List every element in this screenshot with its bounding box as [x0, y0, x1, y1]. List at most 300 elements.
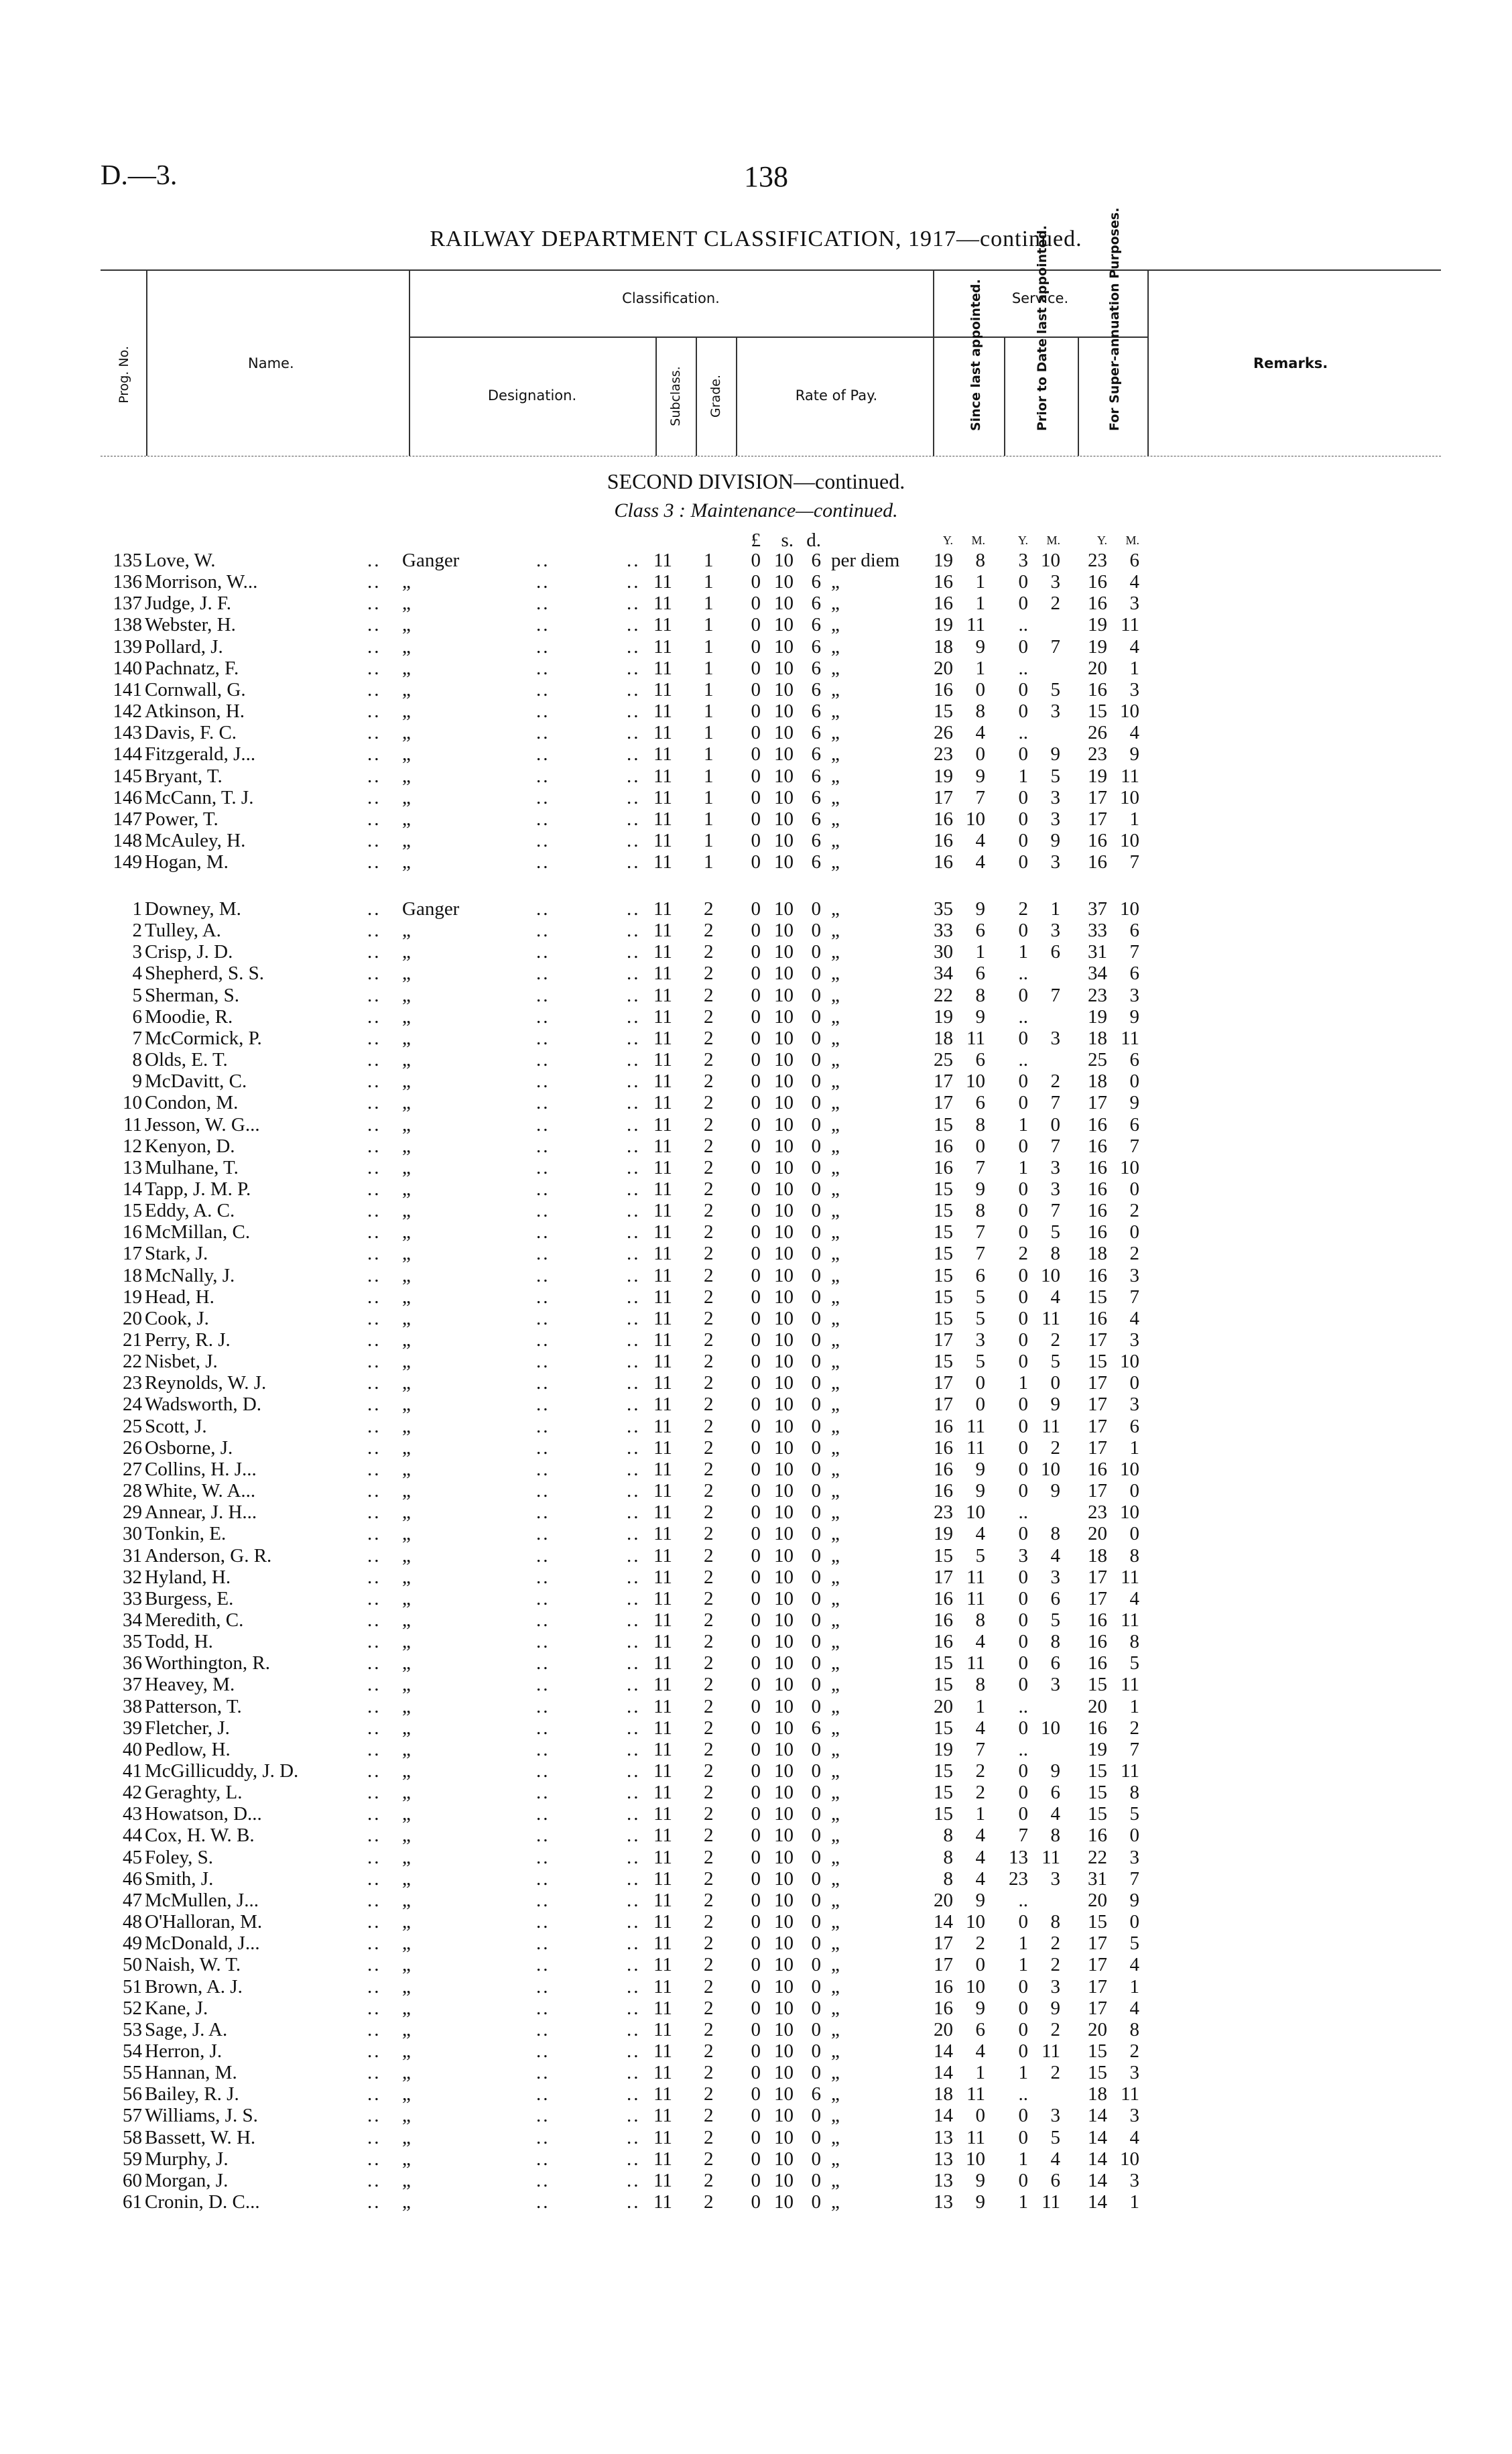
- table-row: [0, 1501, 1512, 1523]
- cell-des: „: [402, 1566, 411, 1588]
- leader-dots: ..: [367, 1307, 381, 1329]
- cell-des: „: [402, 851, 411, 873]
- cell-l: 0: [751, 550, 761, 571]
- cell-sm: 9: [975, 2169, 985, 2191]
- cell-des: „: [402, 1049, 411, 1071]
- cell-fy: 19: [1088, 765, 1107, 787]
- leader-dots: ..: [627, 1566, 641, 1588]
- cell-fm: 6: [1129, 1049, 1139, 1071]
- cell-s: 10: [774, 1221, 794, 1243]
- cell-name: McDavitt, C.: [145, 1070, 247, 1093]
- leader-dots: ..: [627, 1652, 641, 1674]
- cell-s: 10: [774, 786, 794, 808]
- cell-unit: „: [831, 1113, 840, 1136]
- cell-pm: 9: [1050, 1760, 1060, 1782]
- cell-sub: 11: [653, 1243, 672, 1265]
- leader-dots: ..: [627, 1135, 641, 1157]
- cell-des: „: [402, 722, 411, 744]
- cell-pm: 11: [1042, 1846, 1060, 1868]
- cell-fm: 2: [1129, 1200, 1139, 1222]
- cell-d: 0: [811, 2148, 821, 2170]
- cell-des: „: [402, 1997, 411, 2019]
- cell-sm: 3: [975, 1329, 985, 1351]
- cell-s: 10: [774, 1631, 794, 1653]
- cell-sy: 15: [934, 1674, 953, 1696]
- cell-py: ..: [1018, 963, 1028, 985]
- leader-dots: ..: [627, 1997, 641, 2019]
- cell-sy: 25: [934, 1049, 953, 1071]
- cell-name: Downey, M.: [145, 898, 241, 920]
- leader-dots: ..: [627, 1200, 641, 1222]
- cell-fm: 7: [1129, 1867, 1139, 1890]
- leader-dots: ..: [627, 1264, 641, 1286]
- cell-d: 0: [811, 1351, 821, 1373]
- leader-dots: ..: [627, 1415, 641, 1437]
- cell-no: 27: [123, 1458, 142, 1480]
- leader-dots: ..: [536, 1307, 550, 1329]
- cell-fm: 11: [1121, 614, 1139, 636]
- cell-pm: 3: [1050, 700, 1060, 723]
- cell-pm: 6: [1050, 1652, 1060, 1674]
- leader-dots: ..: [536, 1846, 550, 1868]
- cell-fy: 16: [1088, 1200, 1107, 1222]
- table-row: [0, 1954, 1512, 1975]
- cell-s: 10: [774, 1911, 794, 1933]
- cell-sub: 11: [653, 829, 672, 851]
- cell-fy: 37: [1088, 898, 1107, 920]
- cell-no: 12: [123, 1135, 142, 1157]
- leader-dots: ..: [367, 829, 381, 851]
- table-row: [0, 1221, 1512, 1243]
- cell-fy: 16: [1088, 1264, 1107, 1286]
- cell-no: 142: [113, 700, 142, 723]
- cell-l: 0: [751, 1307, 761, 1329]
- leader-dots: ..: [536, 829, 550, 851]
- cell-sm: 10: [966, 2148, 985, 2170]
- cell-name: Webster, H.: [145, 614, 236, 636]
- cell-fy: 17: [1088, 1329, 1107, 1351]
- table-row: [0, 851, 1512, 873]
- cell-pm: 7: [1050, 1200, 1060, 1222]
- cell-no: 28: [123, 1480, 142, 1502]
- table-row: [0, 1243, 1512, 1264]
- cell-sub: 11: [653, 700, 672, 723]
- leader-dots: ..: [536, 1351, 550, 1373]
- cell-no: 136: [113, 571, 142, 593]
- cell-unit: „: [831, 657, 840, 679]
- cell-sm: 1: [975, 941, 985, 963]
- cell-d: 6: [811, 808, 821, 830]
- table-row: [0, 1847, 1512, 1868]
- cell-unit: „: [831, 2169, 840, 2191]
- col-service: Service.: [1011, 290, 1069, 306]
- table-row: [0, 1372, 1512, 1394]
- cell-name: Geraghty, L.: [145, 1782, 243, 1804]
- cell-s: 10: [774, 851, 794, 873]
- cell-pm: 11: [1042, 1307, 1060, 1329]
- cell-d: 0: [811, 1005, 821, 1028]
- cell-name: Nisbet, J.: [145, 1351, 218, 1373]
- cell-d: 0: [811, 1286, 821, 1308]
- cell-sm: 0: [975, 1954, 985, 1976]
- cell-sub: 11: [653, 1501, 672, 1524]
- leader-dots: ..: [627, 1286, 641, 1308]
- cell-sy: 13: [934, 2191, 953, 2213]
- cell-sm: 2: [975, 1782, 985, 1804]
- cell-py: 0: [1018, 829, 1028, 851]
- cell-unit: „: [831, 1307, 840, 1329]
- cell-fm: 1: [1129, 1695, 1139, 1717]
- cell-des: „: [402, 1544, 411, 1567]
- cell-pm: 2: [1050, 2018, 1060, 2040]
- cell-fy: 19: [1088, 1005, 1107, 1028]
- cell-d: 0: [811, 1372, 821, 1394]
- cell-des: „: [402, 1372, 411, 1394]
- cell-unit: per diem: [831, 550, 900, 571]
- leader-dots: ..: [627, 1911, 641, 1933]
- leader-dots: ..: [367, 1782, 381, 1804]
- cell-no: 40: [123, 1738, 142, 1760]
- cell-unit: „: [831, 1975, 840, 1998]
- cell-sm: 7: [975, 1221, 985, 1243]
- table-row: [0, 1674, 1512, 1695]
- cell-d: 0: [811, 1480, 821, 1502]
- leader-dots: ..: [367, 550, 381, 571]
- cell-gr: 2: [704, 1307, 714, 1329]
- cell-sy: 16: [934, 1975, 953, 1998]
- cell-gr: 2: [704, 1092, 714, 1114]
- page-number: 138: [744, 160, 788, 193]
- cell-sub: 11: [653, 1523, 672, 1545]
- unit-super-months: M.: [1125, 534, 1139, 547]
- cell-l: 0: [751, 786, 761, 808]
- cell-py: 0: [1018, 700, 1028, 723]
- cell-gr: 1: [704, 657, 714, 679]
- cell-l: 0: [751, 898, 761, 920]
- cell-sub: 11: [653, 1846, 672, 1868]
- cell-s: 10: [774, 829, 794, 851]
- cell-sub: 11: [653, 1329, 672, 1351]
- cell-fy: 25: [1088, 1049, 1107, 1071]
- cell-py: 0: [1018, 2040, 1028, 2062]
- cell-no: 17: [123, 1243, 142, 1265]
- leader-dots: ..: [367, 1070, 381, 1093]
- cell-s: 10: [774, 1609, 794, 1631]
- leader-dots: ..: [536, 571, 550, 593]
- cell-gr: 2: [704, 1027, 714, 1049]
- cell-d: 0: [811, 1954, 821, 1976]
- cell-d: 0: [811, 1200, 821, 1222]
- cell-pm: 6: [1050, 1587, 1060, 1609]
- cell-s: 10: [774, 2126, 794, 2148]
- cell-fy: 14: [1088, 2126, 1107, 2148]
- cell-sub: 11: [653, 1113, 672, 1136]
- cell-sub: 11: [653, 1027, 672, 1049]
- cell-unit: „: [831, 1997, 840, 2019]
- cell-sub: 11: [653, 2040, 672, 2062]
- cell-s: 10: [774, 2083, 794, 2105]
- cell-d: 0: [811, 2105, 821, 2127]
- cell-fy: 20: [1088, 1695, 1107, 1717]
- cell-fy: 33: [1088, 920, 1107, 942]
- cell-gr: 2: [704, 2148, 714, 2170]
- cell-des: „: [402, 1415, 411, 1437]
- table-row: [0, 1932, 1512, 1954]
- cell-fy: 17: [1088, 1372, 1107, 1394]
- cell-des: „: [402, 1717, 411, 1739]
- cell-l: 0: [751, 808, 761, 830]
- cell-s: 10: [774, 1092, 794, 1114]
- cell-s: 10: [774, 678, 794, 700]
- leader-dots: ..: [627, 657, 641, 679]
- cell-sy: 17: [934, 1954, 953, 1976]
- leader-dots: ..: [367, 1975, 381, 1998]
- leader-dots: ..: [627, 1738, 641, 1760]
- cell-des: „: [402, 1674, 411, 1696]
- cell-fy: 14: [1088, 2105, 1107, 2127]
- cell-py: 0: [1018, 2105, 1028, 2127]
- cell-pm: 2: [1050, 2062, 1060, 2084]
- table-row: [0, 550, 1512, 571]
- leader-dots: ..: [536, 2169, 550, 2191]
- cell-des: „: [402, 1200, 411, 1222]
- cell-des: „: [402, 2191, 411, 2213]
- cell-l: 0: [751, 1156, 761, 1178]
- cell-sm: 4: [975, 851, 985, 873]
- cell-unit: „: [831, 1200, 840, 1222]
- table-row: [0, 1588, 1512, 1609]
- cell-py: 0: [1018, 1200, 1028, 1222]
- cell-name: Brown, A. J.: [145, 1975, 243, 1998]
- cell-fy: 17: [1088, 1954, 1107, 1976]
- cell-sy: 35: [934, 898, 953, 920]
- cell-no: 135: [113, 550, 142, 571]
- leader-dots: ..: [627, 678, 641, 700]
- leader-dots: ..: [536, 941, 550, 963]
- table-row: [0, 1092, 1512, 1113]
- cell-unit: „: [831, 1760, 840, 1782]
- cell-sub: 11: [653, 1415, 672, 1437]
- leader-dots: ..: [536, 1738, 550, 1760]
- cell-py: 0: [1018, 593, 1028, 615]
- cell-s: 10: [774, 963, 794, 985]
- table-row: [0, 1286, 1512, 1308]
- cell-fm: 4: [1129, 2126, 1139, 2148]
- cell-fm: 4: [1129, 1997, 1139, 2019]
- cell-d: 6: [811, 722, 821, 744]
- table-row: [0, 1028, 1512, 1049]
- cell-d: 0: [811, 1092, 821, 1114]
- cell-l: 0: [751, 1264, 761, 1286]
- cell-gr: 2: [704, 1415, 714, 1437]
- cell-sy: 17: [934, 1329, 953, 1351]
- cell-unit: „: [831, 1329, 840, 1351]
- cell-d: 0: [811, 1911, 821, 1933]
- table-row: [0, 1394, 1512, 1415]
- cell-l: 0: [751, 1501, 761, 1524]
- table-row: [0, 1070, 1512, 1092]
- leader-dots: ..: [367, 1005, 381, 1028]
- unit-prior-years: Y.: [1017, 534, 1028, 547]
- leader-dots: ..: [627, 1501, 641, 1524]
- leader-dots: ..: [536, 614, 550, 636]
- cell-sm: 8: [975, 1609, 985, 1631]
- cell-name: Naish, W. T.: [145, 1954, 241, 1976]
- cell-pm: 5: [1050, 765, 1060, 787]
- cell-no: 138: [113, 614, 142, 636]
- unit-since-years: Y.: [942, 534, 953, 547]
- cell-sm: 9: [975, 898, 985, 920]
- leader-dots: ..: [627, 1782, 641, 1804]
- cell-name: Cronin, D. C...: [145, 2191, 260, 2213]
- cell-sub: 11: [653, 1092, 672, 1114]
- cell-sy: 18: [934, 1027, 953, 1049]
- cell-py: 0: [1018, 1566, 1028, 1588]
- leader-dots: ..: [367, 786, 381, 808]
- cell-sub: 11: [653, 1135, 672, 1157]
- cell-sy: 16: [934, 571, 953, 593]
- cell-unit: „: [831, 743, 840, 765]
- cell-name: Power, T.: [145, 808, 218, 830]
- cell-gr: 2: [704, 1975, 714, 1998]
- leader-dots: ..: [536, 851, 550, 873]
- cell-fy: 18: [1088, 1070, 1107, 1093]
- cell-gr: 2: [704, 1329, 714, 1351]
- cell-sy: 15: [934, 1782, 953, 1804]
- cell-fy: 17: [1088, 1566, 1107, 1588]
- leader-dots: ..: [536, 1415, 550, 1437]
- cell-no: 8: [132, 1049, 142, 1071]
- cell-gr: 2: [704, 1480, 714, 1502]
- leader-dots: ..: [367, 920, 381, 942]
- cell-s: 10: [774, 1113, 794, 1136]
- cell-d: 0: [811, 920, 821, 942]
- cell-py: 1: [1018, 941, 1028, 963]
- cell-fy: 17: [1088, 1932, 1107, 1955]
- class-label: Class 3 :: [614, 499, 686, 522]
- cell-gr: 1: [704, 550, 714, 571]
- cell-sm: 9: [975, 765, 985, 787]
- cell-fm: 4: [1129, 722, 1139, 744]
- leader-dots: ..: [627, 1803, 641, 1825]
- cell-py: 1: [1018, 1954, 1028, 1976]
- cell-name: Howatson, D...: [145, 1803, 262, 1825]
- cell-pm: 9: [1050, 1480, 1060, 1502]
- cell-no: 7: [132, 1027, 142, 1049]
- cell-fm: 1: [1129, 657, 1139, 679]
- cell-unit: „: [831, 678, 840, 700]
- leader-dots: ..: [627, 743, 641, 765]
- division-heading: SECOND DIVISION—continued.: [607, 469, 905, 493]
- cell-l: 0: [751, 829, 761, 851]
- cell-d: 0: [811, 1178, 821, 1200]
- leader-dots: ..: [627, 700, 641, 723]
- cell-sy: 34: [934, 963, 953, 985]
- cell-s: 10: [774, 1200, 794, 1222]
- cell-name: Collins, H. J...: [145, 1458, 257, 1480]
- cell-sub: 11: [653, 722, 672, 744]
- cell-gr: 1: [704, 678, 714, 700]
- cell-fm: 10: [1120, 1458, 1139, 1480]
- cell-gr: 2: [704, 1609, 714, 1631]
- cell-l: 0: [751, 1221, 761, 1243]
- cell-d: 6: [811, 743, 821, 765]
- cell-sm: 11: [966, 1436, 985, 1459]
- leader-dots: ..: [367, 1243, 381, 1265]
- cell-des: „: [402, 1609, 411, 1631]
- cell-s: 10: [774, 1975, 794, 1998]
- cell-fy: 17: [1088, 1997, 1107, 2019]
- cell-py: 0: [1018, 1415, 1028, 1437]
- cell-name: Morrison, W...: [145, 571, 258, 593]
- cell-sub: 11: [653, 1005, 672, 1028]
- cell-des: „: [402, 2126, 411, 2148]
- cell-sub: 11: [653, 2083, 672, 2105]
- cell-gr: 2: [704, 1113, 714, 1136]
- cell-sm: 1: [975, 1695, 985, 1717]
- cell-name: Todd, H.: [145, 1631, 213, 1653]
- leader-dots: ..: [367, 657, 381, 679]
- leader-dots: ..: [367, 1803, 381, 1825]
- cell-fy: 16: [1088, 829, 1107, 851]
- cell-d: 0: [811, 1329, 821, 1351]
- cell-py: 13: [1009, 1846, 1028, 1868]
- cell-sm: 4: [975, 2040, 985, 2062]
- cell-name: Heavey, M.: [145, 1674, 235, 1696]
- cell-d: 6: [811, 2083, 821, 2105]
- unit-since-months: M.: [971, 534, 985, 547]
- cell-gr: 2: [704, 2062, 714, 2084]
- table-row: [0, 2019, 1512, 2040]
- cell-fm: 3: [1129, 593, 1139, 615]
- cell-pm: 3: [1050, 1566, 1060, 1588]
- cell-unit: „: [831, 1480, 840, 1502]
- cell-sub: 11: [653, 1911, 672, 1933]
- cell-sy: 17: [934, 1566, 953, 1588]
- cell-fy: 18: [1088, 1243, 1107, 1265]
- cell-pm: 2: [1050, 1070, 1060, 1093]
- leader-dots: ..: [536, 1156, 550, 1178]
- cell-des: „: [402, 1889, 411, 1911]
- cell-sy: 17: [934, 786, 953, 808]
- cell-sm: 9: [975, 1005, 985, 1028]
- leader-dots: ..: [627, 920, 641, 942]
- leader-dots: ..: [536, 2040, 550, 2062]
- cell-unit: „: [831, 2191, 840, 2213]
- cell-des: „: [402, 1351, 411, 1373]
- cell-py: 1: [1018, 1156, 1028, 1178]
- leader-dots: ..: [536, 1049, 550, 1071]
- cell-name: Hyland, H.: [145, 1566, 231, 1588]
- cell-sm: 8: [975, 984, 985, 1006]
- leader-dots: ..: [367, 1932, 381, 1955]
- cell-name: Shepherd, S. S.: [145, 963, 265, 985]
- cell-unit: „: [831, 1825, 840, 1847]
- cell-pm: 2: [1050, 1329, 1060, 1351]
- cell-d: 0: [811, 1458, 821, 1480]
- cell-s: 10: [774, 1027, 794, 1049]
- cell-d: 0: [811, 1695, 821, 1717]
- cell-sy: 14: [934, 2040, 953, 2062]
- cell-fm: 1: [1129, 1436, 1139, 1459]
- cell-sm: 11: [966, 1415, 985, 1437]
- leader-dots: ..: [367, 1200, 381, 1222]
- leader-dots: ..: [627, 1221, 641, 1243]
- cell-name: Hannan, M.: [145, 2062, 237, 2084]
- leader-dots: ..: [627, 851, 641, 873]
- cell-gr: 2: [704, 1674, 714, 1696]
- leader-dots: ..: [536, 1587, 550, 1609]
